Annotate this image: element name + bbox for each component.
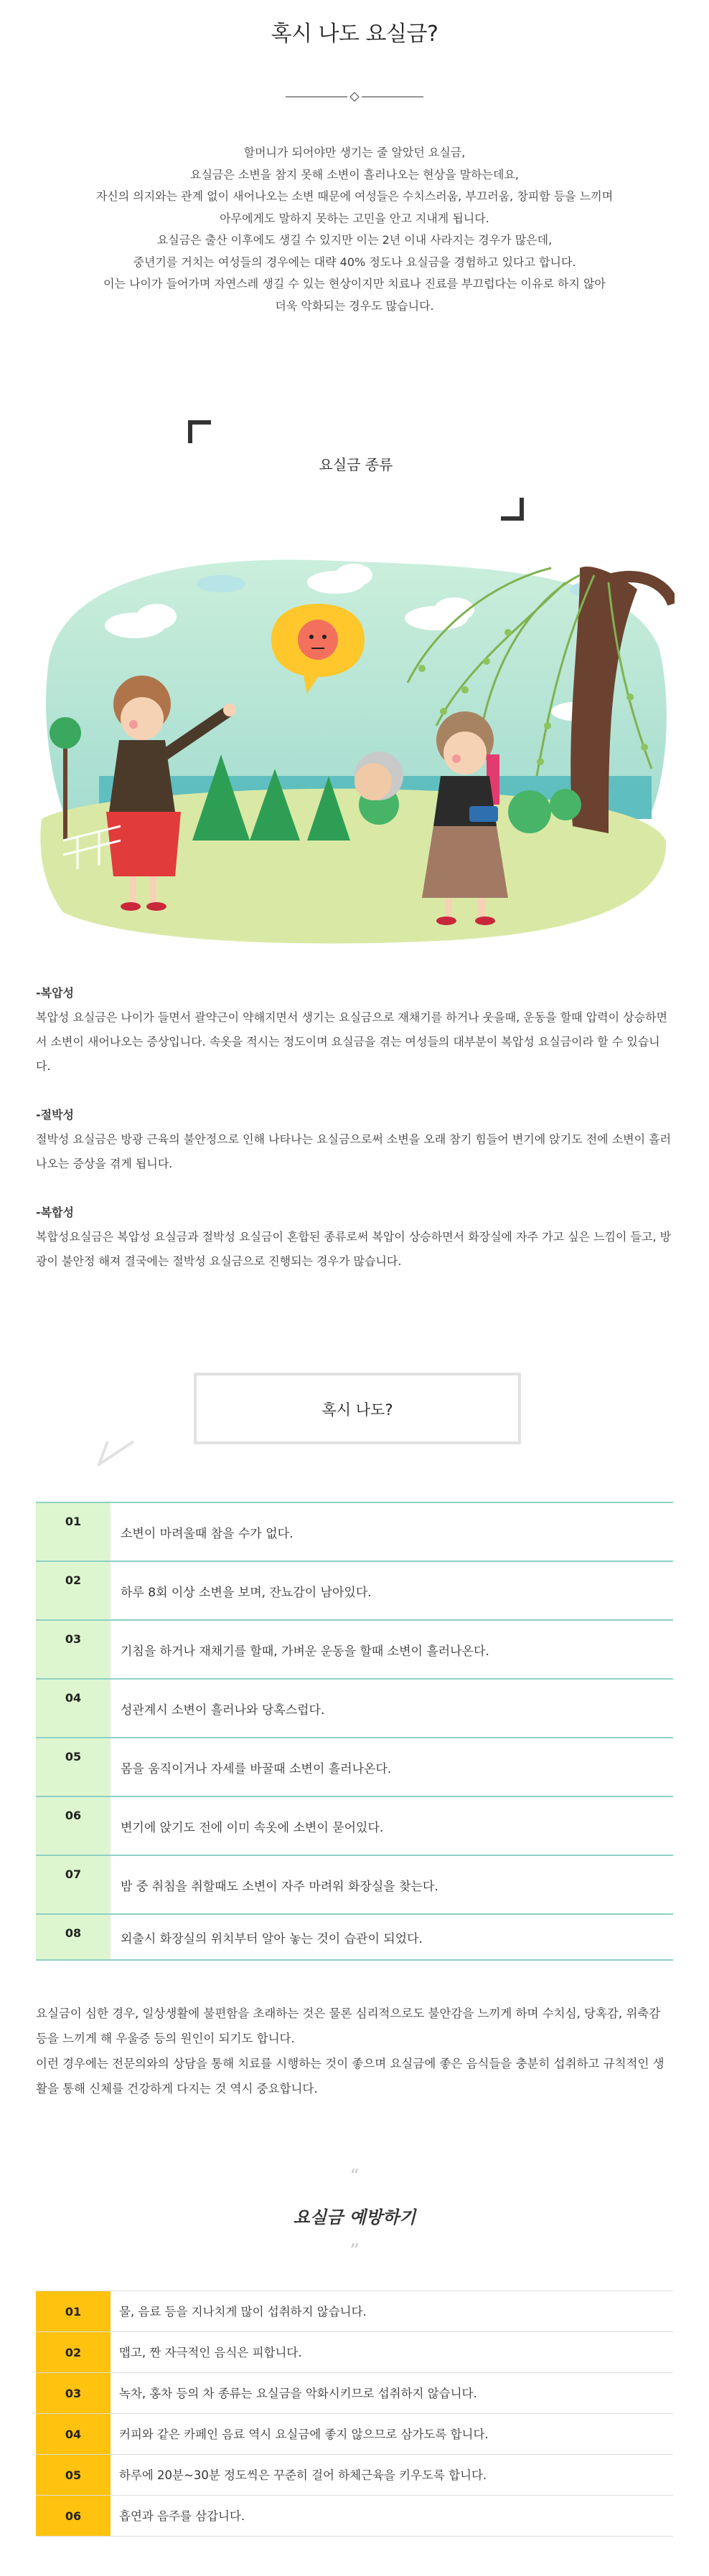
types-title: 요실금 종류 xyxy=(319,456,393,473)
corner-bracket-bottom-right xyxy=(501,498,524,521)
row-text: 하루 8회 이상 소변을 보며, 잔뇨감이 남아있다. xyxy=(121,1585,372,1600)
intro-line: 할머니가 되어야만 생기는 줄 알았던 요실금, xyxy=(243,146,466,159)
row-number: 06 xyxy=(36,1797,111,1855)
type-name: -절박성 xyxy=(36,1108,75,1122)
table-row xyxy=(36,1503,673,1562)
list-item xyxy=(36,2373,673,2414)
type-desc: 복압성 요실금은 나이가 들면서 괄약근이 약해지면서 생기는 요실금으로 재채기를 하거나 웃을때, 운동을 할때 압력이 상승하면서 소변이 새어나오는 증상입니다. 속옷을 적시는 정도이며 요실금을 겪는 여성들의 대부분이 복압성 요실금이라 할 수 있습니다. xyxy=(36,1010,668,1073)
item-text: 커피와 같은 카페인 음료 역시 요실금에 좋지 않으므로 삼가도록 합니다. xyxy=(119,2428,489,2441)
intro-line: 중년기를 거치는 여성들의 경우에는 대략 40% 정도나 요실금을 경험하고 있다고 합니다. xyxy=(133,255,576,269)
list-item xyxy=(36,2455,673,2496)
list-item xyxy=(36,2414,673,2455)
checklist-title: 혹시 나도? xyxy=(321,1401,393,1419)
row-number: 03 xyxy=(36,1621,111,1678)
types-list xyxy=(36,981,673,1298)
page-title: 혹시 나도 요실금? xyxy=(271,22,438,47)
illustration-elderly-women xyxy=(34,539,675,948)
checklist-heading-box xyxy=(194,1373,521,1444)
item-text: 하루에 20분~30분 정도씩은 꾸준히 걸어 하체근육을 키우도록 합니다. xyxy=(119,2468,487,2482)
list-item xyxy=(36,2332,673,2373)
severity-note xyxy=(36,2001,673,2101)
table-row xyxy=(36,1797,673,1856)
table-row xyxy=(36,1680,673,1738)
row-number: 04 xyxy=(36,1680,111,1737)
item-number: 05 xyxy=(36,2455,111,2495)
type-name: -복압성 xyxy=(36,986,75,1000)
intro-line: 아무에게도 말하지 못하는 고민을 안고 지내게 됩니다. xyxy=(220,211,489,225)
row-number: 01 xyxy=(36,1503,111,1561)
row-number: 05 xyxy=(36,1738,111,1796)
intro-line: 요실금은 출산 이후에도 생길 수 있지만 이는 2년 이내 사라지는 경우가 많은데, xyxy=(156,233,553,247)
type-desc: 복합성요실금은 복압성 요실금과 절박성 요실금이 혼합된 종류로써 복압이 상승하면서 화장실에 자주 가고 싶은 느낌이 들고, 방광이 불안정 해져 결국에는 절박성 요실금으로 진행되는 경우가 많습니다. xyxy=(36,1230,672,1268)
item-number: 01 xyxy=(36,2291,111,2331)
symptom-checklist xyxy=(36,1502,673,1961)
speech-tail xyxy=(93,1440,136,1466)
list-item xyxy=(36,2496,673,2537)
row-text: 외출시 화장실의 위치부터 알아 놓는 것이 습관이 되었다. xyxy=(121,1931,423,1946)
type-name: -복합성 xyxy=(36,1206,75,1219)
item-text: 녹차, 홍차 등의 차 종류는 요실금을 악화시키므로 섭취하지 않습니다. xyxy=(119,2387,477,2400)
diamond-divider xyxy=(286,92,423,102)
row-text: 소변이 마려울때 참을 수가 없다. xyxy=(121,1526,294,1541)
row-number: 08 xyxy=(36,1915,111,1959)
item-number: 02 xyxy=(36,2332,111,2372)
intro-line: 이는 나이가 들어가며 자연스레 생길 수 있는 현상이지만 치료나 진료를 부끄럽다는 이유로 하지 않아 xyxy=(103,277,606,290)
row-number: 07 xyxy=(36,1856,111,1913)
intro-line: 자신의 의지와는 관계 없이 새어나오는 소변 때문에 여성들은 수치스러움, 부끄러움, 창피함 등을 느끼며 xyxy=(95,189,614,203)
intro-line: 더욱 악화되는 경우도 많습니다. xyxy=(275,298,434,313)
item-text: 물, 음료 등을 지나치게 많이 섭취하지 않습니다. xyxy=(119,2305,367,2319)
type-item xyxy=(36,1103,673,1176)
note-paragraph: 이런 경우에는 전문의와의 상담을 통해 치료를 시행하는 것이 좋으며 요실금에 좋은 음식들을 충분히 섭취하고 규칙적인 생활을 통해 신체를 건강하게 다지는 것 역시 중요합니다. xyxy=(36,2057,665,2096)
row-text: 기침을 하거나 재채기를 할때, 가벼운 운동을 할때 소변이 흘러나온다. xyxy=(121,1644,489,1659)
list-item xyxy=(36,2291,673,2332)
corner-bracket-top-left xyxy=(188,420,211,443)
row-text: 밤 중 취침을 취할때도 소변이 자주 마려워 화장실을 찾는다. xyxy=(121,1879,438,1894)
open-quote-icon: “ xyxy=(349,2166,360,2187)
type-desc: 절박성 요실금은 방광 근육의 불안정으로 인해 나타나는 요실금으로써 소변을 오래 참기 힘들어 변기에 앉기도 전에 소변이 흘러나오는 증상을 겪게 됩니다. xyxy=(36,1132,672,1170)
table-row xyxy=(36,1856,673,1915)
row-text: 몸을 움직이거나 자세를 바꿀때 소변이 흘러나온다. xyxy=(121,1761,392,1776)
row-text: 변기에 앉기도 전에 이미 속옷에 소변이 묻어있다. xyxy=(121,1820,384,1835)
prevention-title: 요실금 예방하기 xyxy=(293,2207,416,2227)
intro-text xyxy=(43,142,666,317)
table-row xyxy=(36,1621,673,1680)
type-item xyxy=(36,1201,673,1274)
row-number: 02 xyxy=(36,1562,111,1619)
table-row xyxy=(36,1915,673,1961)
item-text: 맵고, 짠 자극적인 음식은 피합니다. xyxy=(119,2346,302,2359)
item-text: 흡연과 음주를 삼갑니다. xyxy=(119,2509,245,2523)
types-heading-box xyxy=(188,420,524,521)
type-item xyxy=(36,981,673,1079)
intro-line: 요실금은 소변을 참지 못해 소변이 흘러나오는 현상을 말하는데요, xyxy=(189,167,519,181)
row-text: 성관계시 소변이 흘러나와 당혹스럽다. xyxy=(121,1703,325,1718)
close-quote-icon: ” xyxy=(349,2240,360,2262)
item-number: 03 xyxy=(36,2373,111,2413)
note-paragraph: 요실금이 심한 경우, 일상생활에 불편함을 초래하는 것은 물론 심리적으로도 불안감을 느끼게 하며 수치심, 당혹감, 위축감 등을 느끼게 해 우울증 등의 원인이 되기도 합니다. xyxy=(36,2007,661,2045)
table-row xyxy=(36,1738,673,1797)
item-number: 04 xyxy=(36,2414,111,2454)
item-number: 06 xyxy=(36,2496,111,2536)
prevention-list xyxy=(36,2291,673,2537)
table-row xyxy=(36,1562,673,1621)
